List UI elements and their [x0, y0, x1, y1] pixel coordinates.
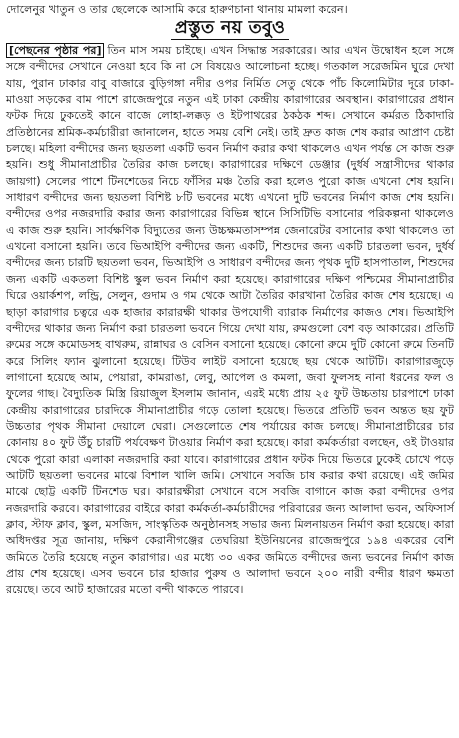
headline-text: প্রস্তুত নয় তবুও — [171, 18, 289, 40]
headline — [6, 17, 454, 43]
previous-article-tail: দোলেনুর খাতুন ও তার ছেলেকে আসামি করে হারুণচানা থানায় মামলা করেন। — [6, 3, 348, 16]
article-body-text: তিন মাস সময় চাইছে। এখন সিদ্ধান্ত সরকারের। আর এখন উদ্বোধন হলে সঙ্গে সঙ্গে বন্দীদের সেখানে নেওয়া হবে কি না সে বিষয়েও আলোচনা হচ্ছে। গতকাল সরেজমিন ঘুরে দেখা যায়, পুরান ঢাকার বাবু বাজারে বুড়িগঙ্গা নদীর ওপর নির্মিত সেতু থেকে পাঁচ কিলোমিটার দূরে ঢাকা-মাওয়া সড়কের বাম পাশে রাজেন্দ্রপুরে নতুন এই ঢাকা কেন্দ্রীয় কারাগারের অবস্থান। কারাগারের প্রধান ফটক দিয়ে ঢুকতেই কানে বাজে লোহা-লক্কড় ও ইটপাথরের ঠকঠক শব্দ। সেখানে কর্মরত ঠিকাদারি প্রতিষ্ঠানের শ্রমিক-কর্মচারীরা জানালেন, হাতে সময় বেশি নেই। তাই দ্রুত কাজ শেষ করার আপ্রাণ চেষ্টা চলছে। মহিলা বন্দীদের জন্য ছয়তলা একটি ভবন নির্মাণ করার কথা থাকলেও এখন পর্যন্ত সে কাজ শুরু হয়নি। শুধু সীমানাপ্রাচীর তৈরির কাজ চলছে। কারাগারের দক্ষিণে ডেঞ্জার (দুর্ধর্ষ সন্ত্রাসীদের থাকার জায়গা) সেলের পাশে টিনশেডের নিচে ফাঁসির মঞ্চ তৈরি করা হলেও পুরো কাজ এখনো শেষ হয়নি। সাধারণ বন্দীদের জন্য ছয়তলা বিশিষ্ট ৮টি ভবনের মধ্যে এখনো দুটি ভবনের নির্মাণ কাজ শেষ হয়নি। বন্দীদের ওপর নজরদারি করার জন্য কারাগারের বিভিন্ন স্থানে সিসিটিভি বসানোর পরিকল্পনা থাকলেও এ কাজ শুরু হয়নি। সার্বক্ষণিক বিদ্যুতের জন্য উচ্চক্ষমতাসম্পন্ন জেনারেটর বসানোর কথা থাকলেও তা এখনো বসানো হয়নি। তবে ভিআইপি বন্দীদের জন্য একটি, শিশুদের জন্য একটি চারতলা ভবন, দুর্ধর্ষ বন্দীদের জন্য চারটি ছয়তলা ভবন, ভিআইপি ও সাধারণ বন্দীদের জন্য পৃথক দুটি হাসপাতাল, শিশুদের জন্য একটি একতলা বিশিষ্ট স্কুল ভবন নির্মাণ করা হয়েছে। কারাগারের দক্ষিণ পশ্চিমের সীমানাপ্রাচীর ঘিরে ওয়ার্কশপ, লন্ড্রি, সেলুন, গুদাম ও গম থেকে আটা তৈরির কারখানা তৈরির কাজ শেষ হয়েছে। এ ছাড়া কারাগার চত্বরে এক হাজার কারারক্ষী থাকার উপযোগী ব্যারাক নির্মাণের কাজও শেষ। ভিআইপি বন্দীদের থাকার জন্য নির্মাণ করা চারতলা ভবনে গিয়ে দেখা যায়, রুমগুলো বেশ বড় আকারের। প্রতিটি রুমের সঙ্গে কমোডসহ বাথরুম, রান্নাঘর ও বেসিন বসানো হয়েছে। কোনো রুমে দুটি কোনো রুমে তিনটি করে সিলিং ফ্যান ঝুলানো হয়েছে। টিউব লাইট বসানো হয়েছে ছয় থেকে আটটি। কারাগারজুড়ে লাগানো হয়েছে আম, পেয়ারা, কামরাঙা, লেবু, আপেল ও কমলা, জবা ফুলসহ নানা ধরনের ফল ও ফুলের গাছ। বৈদ্যুতিক মিস্ত্রি রিয়াজুল ইসলাম জানান, এরই মধ্যে প্রায় ২৫ ফুট উচ্চতায় চারপাশে ঢাকা কেন্দ্রীয় কারাগারের চারদিকে সীমানাপ্রাচীর গড়ে তোলা হয়েছে। ভিতরে প্রতিটি ভবন অন্তত ছয় ফুট উচ্চতার পৃথক সীমানা দেয়ালে ঘেরা। সেগুলোতে শেষ পর্যায়ের কাজ চলছে। সীমানাপ্রাচীরের চার কোনায় ৪০ ফুট উঁচু চারটি পর্যবেক্ষণ টাওয়ার নির্মাণ করা হয়েছে। কারা কর্মকর্তারা বলছেন, ওই টাওয়ার থেকে পুরো কারা এলাকা নজরদারি করা যাবে। কারাগারের প্রধান ফটক দিয়ে ভিতরে ঢুকেই চোখে পড়ে আটটি ছয়তলা ভবনের মাঝে বিশাল খালি জমি। সেখানে সবজি চাষ করার কথা রয়েছে। এই জমির মাঝে ছোট্ট একটি টিনশেড ঘর। কারারক্ষীরা সেখানে বসে সবজি বাগানে কাজ করা বন্দীদের ওপর নজরদারি করবে। কারাগারের বাইরে কারা কর্মকর্তা-কর্মচারীদের পরিবারের জন্য আলাদা ভবন, অফিসার্স ক্লাব, স্টাফ ক্লাব, স্কুল, মসজিদ, সাংস্কৃতিক অনুষ্ঠানসহ সভার জন্য মিলনায়তন নির্মাণ করা হয়েছে। কারা অধিদপ্তর সূত্র জানায়, দক্ষিণ কেরানীগঞ্জের তেঘরিয়া ইউনিয়নের রাজেন্দ্রপুরে ১৯৪ একরের বেশি জমিতে তৈরি হয়েছে নতুন কারাগার। এর মধ্যে ৩০ একর জমিতে বন্দীদের জন্য ভবনের নির্মাণ কাজ প্রায় শেষ হয়েছে। এসব ভবনে চার হাজার পুরুষ ও আলাদা ভবনে ২০০ নারী বন্দীর ধারণ ক্ষমতা রয়েছে। তবে আট হাজারের মতো বন্দী থাকতে পারবে। — [6, 44, 454, 597]
article-body — [6, 43, 454, 599]
continued-from-label: [পেছনের পৃষ্ঠার পর] — [6, 43, 104, 58]
